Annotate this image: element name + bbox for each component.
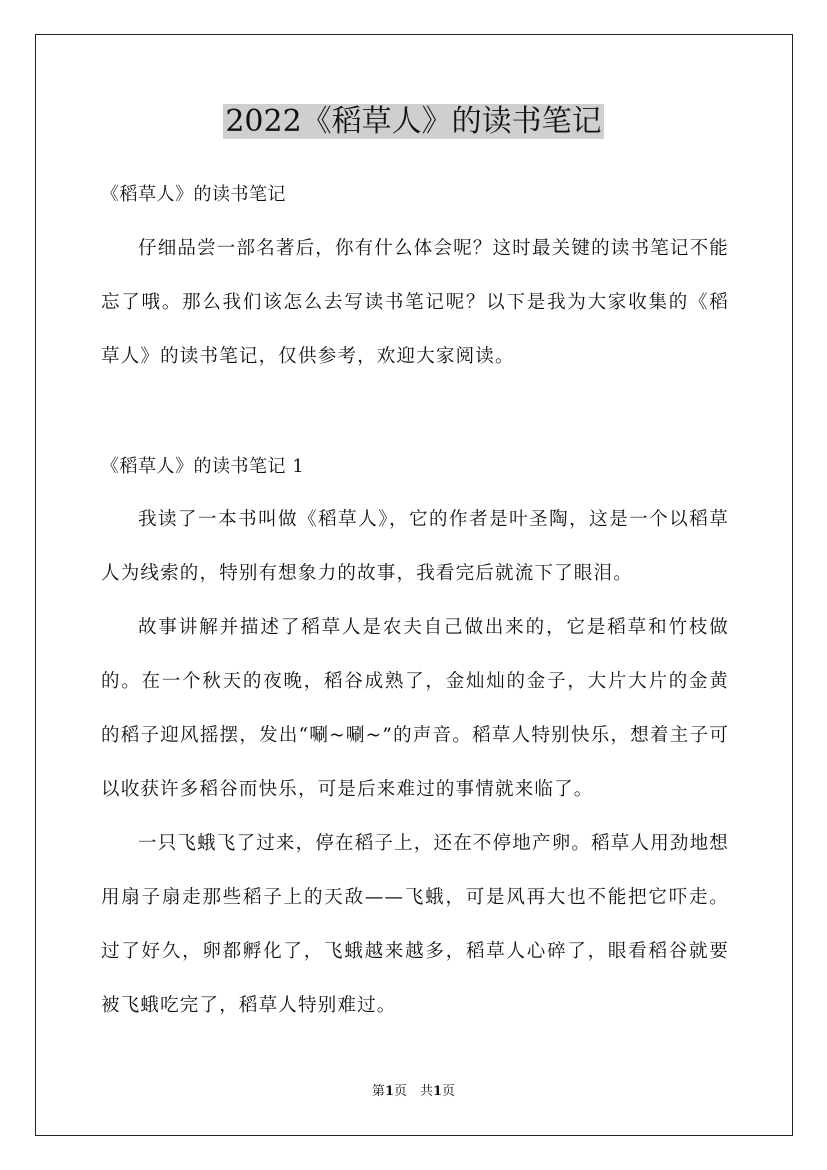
body-paragraph: 我读了一本书叫做《稻草人》，它的作者是叶圣陶，这是一个以稻草人为线索的，特别有想象力的故事，我看完后就流下了眼泪。 — [101, 509, 729, 584]
body-paragraph: 一只飞蛾飞了过来，停在稻子上，还在不停地产卵。稻草人用劲地想用扇子扇走那些稻子上的天敌——飞蛾，可是风再大也不能把它吓走。过了好久，卵都孵化了，飞蛾越来越多，稻草人心碎了，眼看稻谷就要被飞蛾吃完了，稻草人特别难过。 — [101, 833, 730, 1016]
footer-page-suffix: 页 — [442, 1084, 456, 1099]
document-title — [0, 100, 827, 144]
body-paragraph: 故事讲解并描述了稻草人是农夫自己做出来的，它是稻草和竹枝做的。在一个秋天的夜晚，稻谷成熟了，金灿灿的金子，大片大片的金黄的稻子迎风摇摆，发出“唰~唰~”的声音。稻草人特别快乐，想着主子可以收获许多稻谷而快乐，可是后来难过的事情就来临了。 — [101, 617, 729, 800]
footer-page-total: 1 — [433, 1084, 443, 1099]
page-footer — [0, 1083, 827, 1101]
footer-page-current: 1 — [384, 1084, 394, 1099]
document-title-text: 2022《稻草人》的读书笔记 — [225, 104, 602, 139]
footer-page-prefix: 第 — [371, 1084, 385, 1099]
footer-page-mid: 页 共 — [393, 1084, 433, 1099]
section-heading: 《稻草人》的读书笔记 1 — [101, 456, 305, 477]
intro-paragraph: 仔细品尝一部名著后，你有什么体会呢？这时最关键的读书笔记不能忘了哦。那么我们该怎么去写读书笔记呢？以下是我为大家收集的《稻草人》的读书笔记，仅供参考，欢迎大家阅读。 — [101, 238, 730, 367]
document-subtitle: 《稻草人》的读书笔记 — [101, 184, 286, 205]
